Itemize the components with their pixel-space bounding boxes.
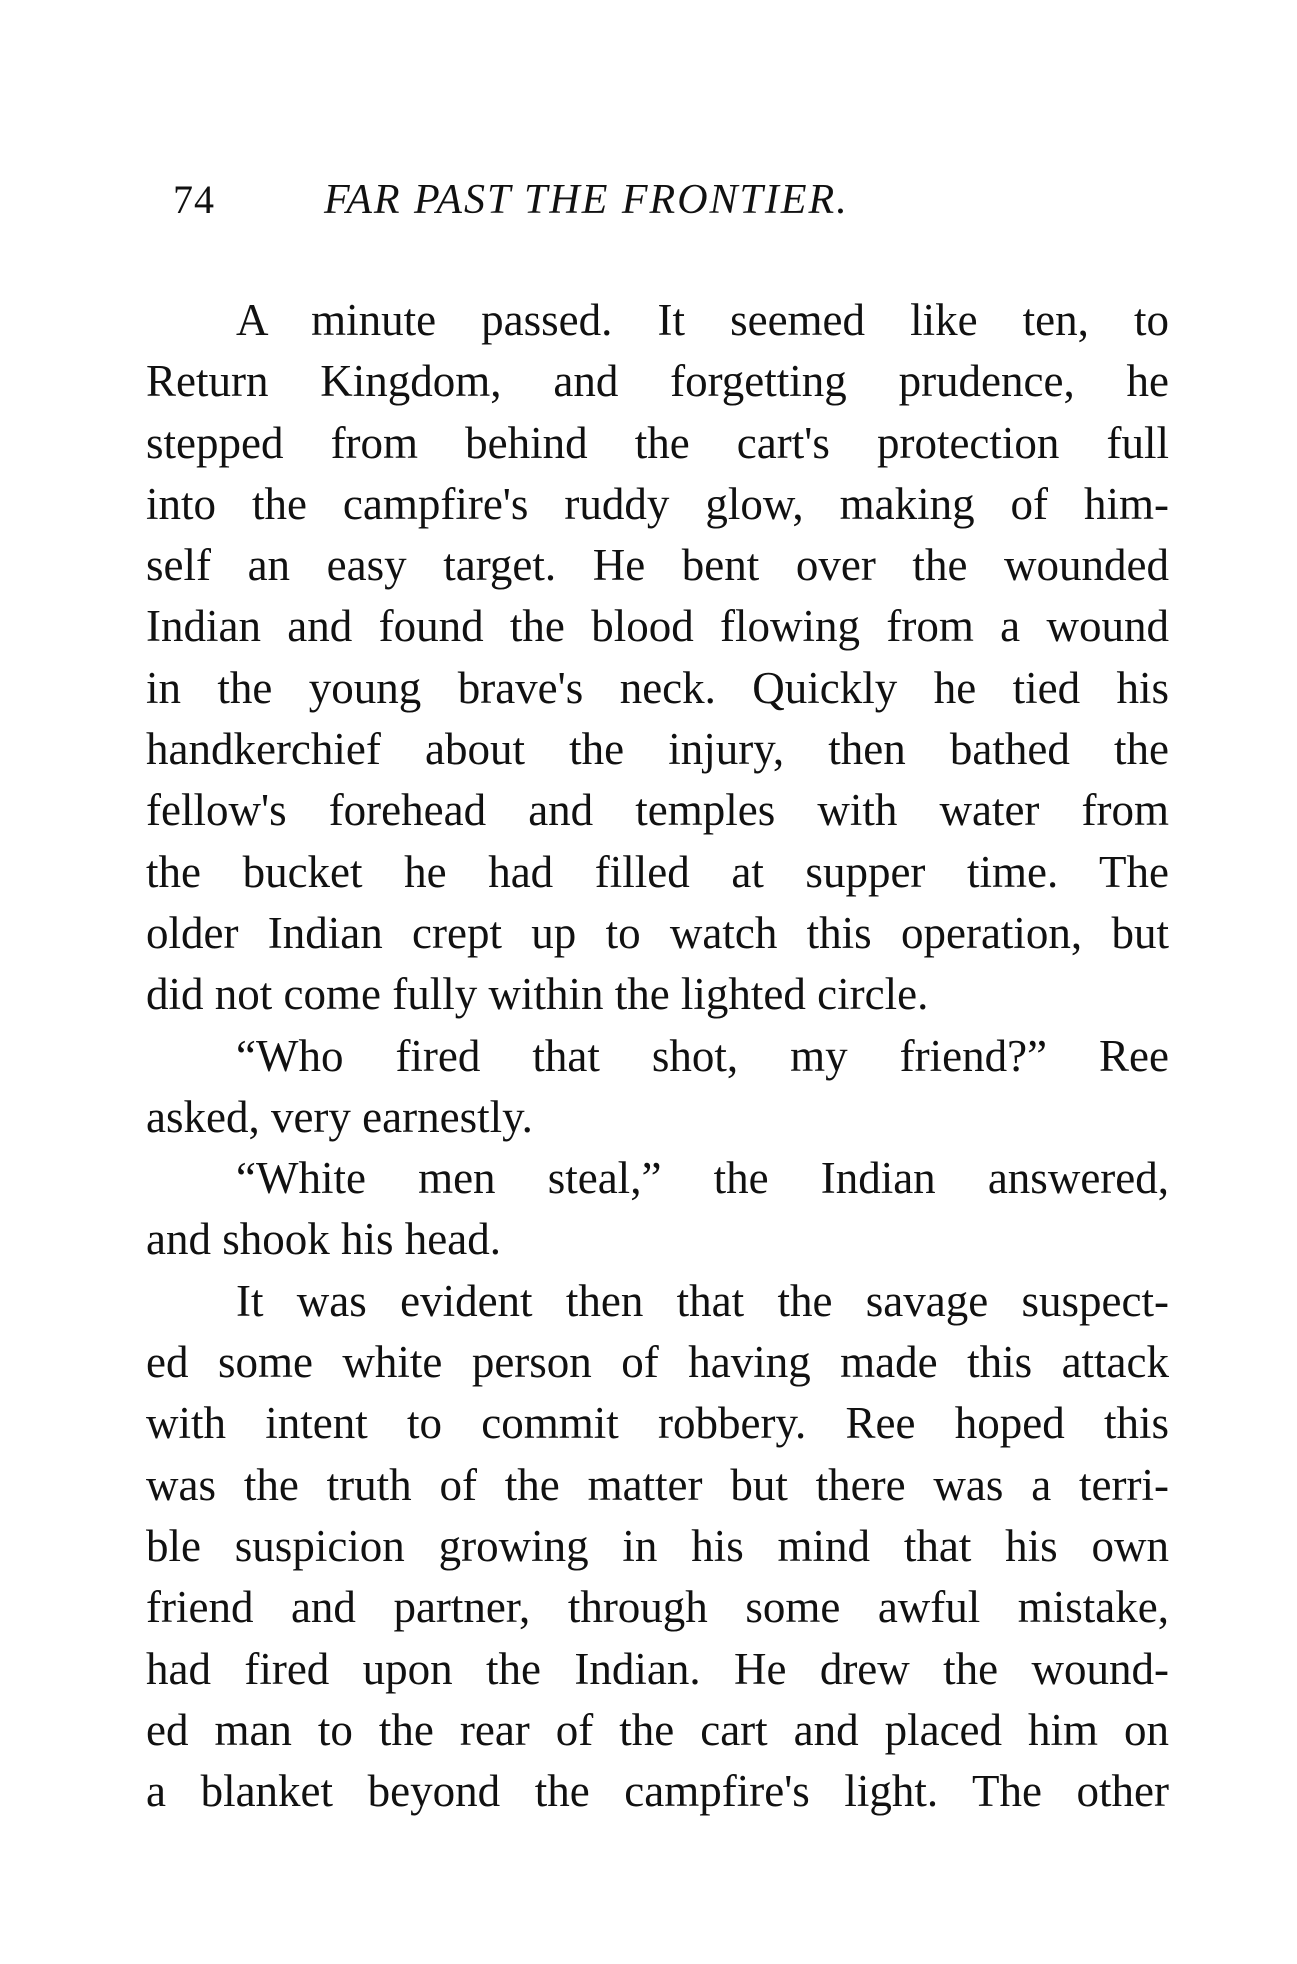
text-line: handkerchief about the injury, then bathed the <box>146 724 1169 775</box>
text-line: with intent to commit robbery. Ree hoped this <box>146 1398 1169 1449</box>
text-line: older Indian crept up to watch this operation, but <box>146 907 1169 958</box>
text-line: Indian and found the blood flowing from a wound <box>146 601 1169 652</box>
text-line: did not come fully within the lighted circle. <box>146 969 929 1020</box>
paragraph <box>146 1271 1169 1823</box>
text-line: had fired upon the Indian. He drew the wound- <box>146 1643 1169 1694</box>
paragraph <box>146 1148 1169 1271</box>
body-text <box>146 290 1169 1822</box>
text-line: fellow's forehead and temples with water from <box>146 785 1169 836</box>
text-line: asked, very earnestly. <box>146 1091 533 1142</box>
text-line: a blanket beyond the campfire's light. The other <box>146 1766 1169 1817</box>
text-line: “White men steal,” the Indian answered, <box>236 1153 1169 1204</box>
text-line: in the young brave's neck. Quickly he tied his <box>146 662 1169 713</box>
text-line: was the truth of the matter but there was a terri- <box>146 1459 1169 1510</box>
page-header <box>173 175 1173 225</box>
text-line: the bucket he had filled at supper time. The <box>146 846 1169 897</box>
text-line: ble suspicion growing in his mind that his own <box>146 1520 1169 1571</box>
text-line: self an easy target. He bent over the wounded <box>146 540 1169 591</box>
text-line: friend and partner, through some awful mistake, <box>146 1582 1169 1633</box>
text-line: ed some white person of having made this attack <box>146 1337 1169 1388</box>
text-line: into the campfire's ruddy glow, making of him- <box>146 478 1169 529</box>
paragraph <box>146 290 1169 1026</box>
text-line: and shook his head. <box>146 1214 501 1265</box>
page-number: 74 <box>173 177 215 222</box>
text-line: ed man to the rear of the cart and placed him on <box>146 1704 1169 1755</box>
text-line: A minute passed. It seemed like ten, to <box>236 295 1169 345</box>
paragraph <box>146 1026 1169 1149</box>
text-line: It was evident then that the savage suspect- <box>236 1275 1169 1326</box>
text-line: “Who fired that shot, my friend?” Ree <box>236 1030 1169 1081</box>
text-line: stepped from behind the cart's protection full <box>146 417 1169 468</box>
text-line: Return Kingdom, and forgetting prudence, he <box>146 356 1169 407</box>
running-title: FAR PAST THE FRONTIER. <box>324 177 849 223</box>
